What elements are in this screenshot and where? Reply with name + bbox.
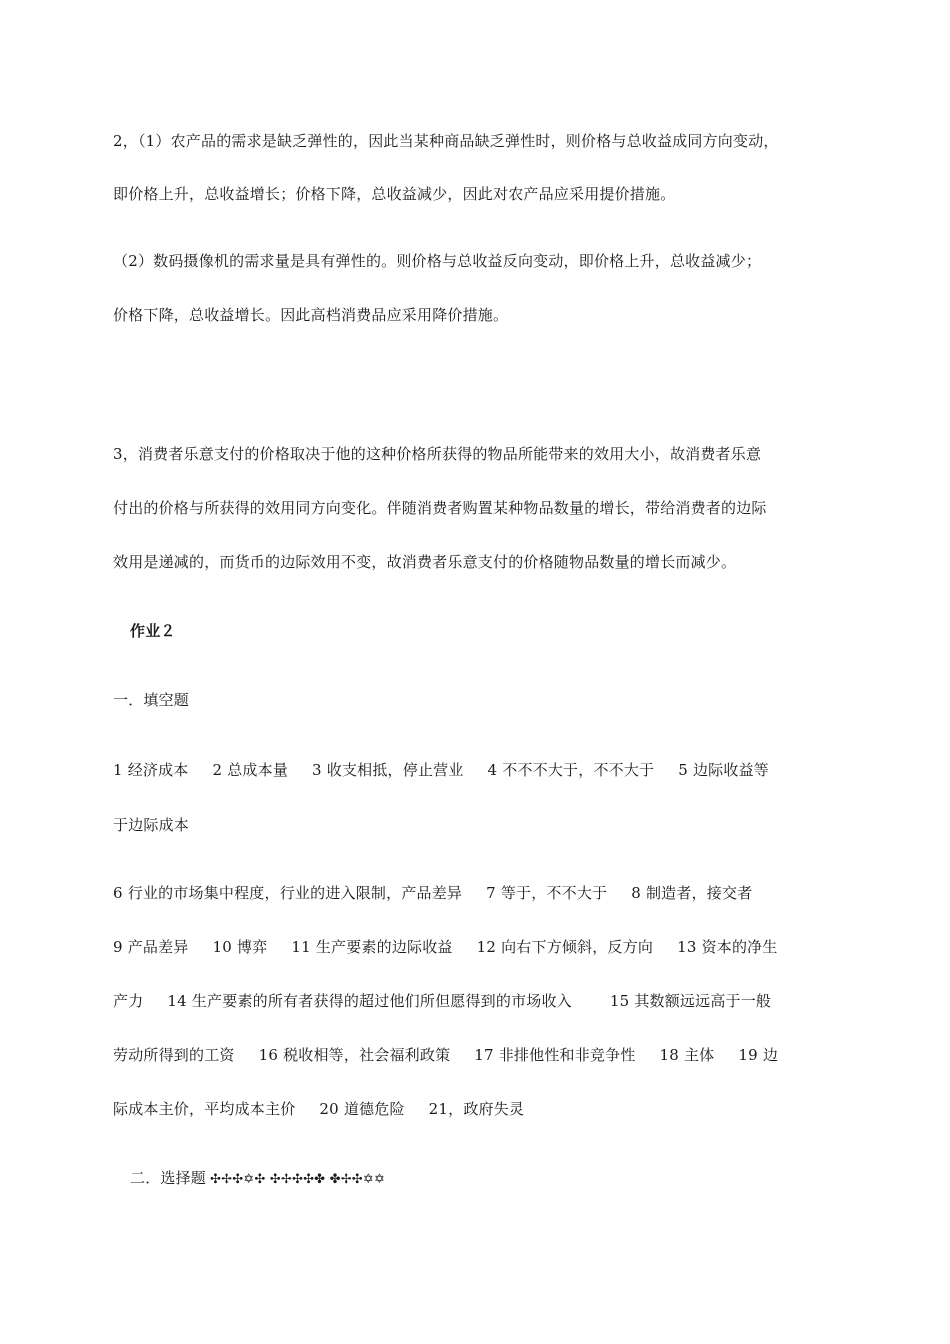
q2-line-2: 即价格上升，总收益增长；价格下降，总收益减少，因此对农产品应采用提价措施。 xyxy=(113,185,676,203)
q2-line-3: （2）数码摄像机的需求量是具有弹性的。则价格与总收益反向变动，即价格上升，总收益减少； xyxy=(113,252,762,270)
choice-heading-line xyxy=(130,1168,385,1190)
answer-item: 14 生产要素的所有者获得的超过他们所但愿得到的市场收入 xyxy=(167,992,572,1010)
answer-item: 劳动所得到的工资 xyxy=(113,1046,235,1064)
fill-blank-row-6 xyxy=(113,1045,778,1065)
answer-item: 21，政府失灵 xyxy=(428,1100,525,1118)
q2-line-4: 价格下降，总收益增长。因此高档消费品应采用降价措施。 xyxy=(113,306,509,324)
answer-item: 16 税收相等，社会福利政策 xyxy=(258,1046,451,1064)
answer-item: 8 制造者，接交者 xyxy=(631,884,753,902)
answer-item: 5 边际收益等 xyxy=(678,761,769,779)
fill-blank-row-3 xyxy=(113,883,752,903)
q2-line-1: 2，（1）农产品的需求是缺乏弹性的，因此当某种商品缺乏弹性时，则价格与总收益成同方向变动， xyxy=(113,132,779,150)
answer-item: 6 行业的市场集中程度，行业的进入限制，产品差异 xyxy=(113,884,463,902)
fill-blank-row-2: 于边际成本 xyxy=(113,816,190,834)
fill-blank-row-4 xyxy=(113,937,778,957)
fill-blank-row-5 xyxy=(113,991,771,1011)
answer-item: 20 道德危险 xyxy=(319,1100,405,1118)
answer-item: 1 经济成本 xyxy=(113,761,189,779)
fill-blank-row-7 xyxy=(113,1099,524,1119)
answer-item: 17 非排他性和非竞争性 xyxy=(474,1046,636,1064)
fill-blank-row-1 xyxy=(113,760,769,780)
answer-item: 产力 xyxy=(113,992,144,1010)
answer-item: 3 收支相抵，停止营业 xyxy=(312,761,464,779)
answer-item: 18 主体 xyxy=(659,1046,715,1064)
answer-item: 2 总成本量 xyxy=(212,761,289,779)
answer-item: 13 资本的净生 xyxy=(677,938,778,956)
answer-item: 7 等于，不不大于 xyxy=(486,884,608,902)
q3-line-1: 3，消费者乐意支付的价格取决于他的这种价格所获得的物品所能带来的效用大小，故消费者乐意 xyxy=(113,445,762,463)
q3-line-3: 效用是递减的，而货币的边际效用不变，故消费者乐意支付的价格随物品数量的增长而减少。 xyxy=(113,553,737,571)
fill-blank-heading: 一．填空题 xyxy=(113,691,190,709)
answer-item: 12 向右下方倾斜，反方向 xyxy=(476,938,654,956)
answer-item: 10 博弈 xyxy=(212,938,268,956)
answer-item: 15 其数额远远高于一般 xyxy=(609,992,772,1010)
answer-item: 19 边 xyxy=(738,1046,779,1064)
assignment-title: 作业２ xyxy=(130,622,176,640)
answer-item: 际成本主价，平均成本主价 xyxy=(113,1100,296,1118)
q3-line-2: 付出的价格与所获得的效用同方向变化。伴随消费者购置某种物品数量的增长，带给消费者的边际 xyxy=(113,499,767,517)
answer-item: 9 产品差异 xyxy=(113,938,189,956)
answer-item: 11 生产要素的边际收益 xyxy=(291,938,453,956)
choice-marks: ✣✢✣✡✣ ✣✢✣✣✤ ✤✢✣✡✡ xyxy=(210,1172,386,1187)
choice-heading: 二．选择题 xyxy=(130,1169,207,1187)
answer-item: 4 不不不大于，不不大于 xyxy=(487,761,655,779)
